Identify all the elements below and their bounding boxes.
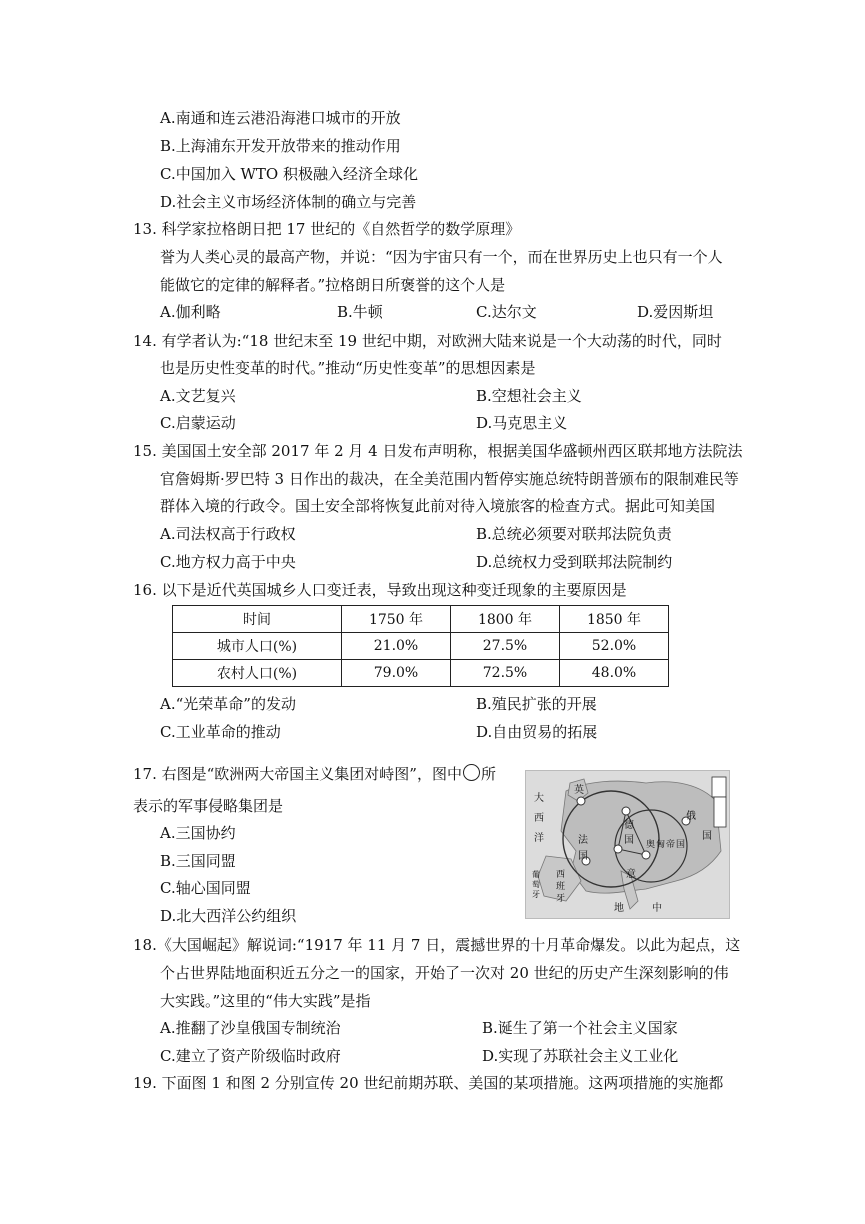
table-cell: 79.0% bbox=[342, 660, 451, 687]
q16-stem: 16. 以下是近代英国城乡人口变迁表，导致出现这种变迁现象的主要原因是 bbox=[133, 581, 627, 599]
q17-stem-line1 bbox=[133, 764, 496, 784]
q15-option-d: D.总统权力受到联邦法院制约 bbox=[476, 553, 673, 571]
map-label: 大 bbox=[534, 793, 544, 804]
map-label: 国 bbox=[624, 835, 634, 846]
map-label: 西 bbox=[534, 813, 544, 824]
q13-option-b: B.牛顿 bbox=[337, 303, 383, 321]
map-label: 地 bbox=[614, 903, 624, 914]
circle-symbol-icon bbox=[463, 764, 480, 781]
q13-stem-line1: 13. 科学家拉格朗日把 17 世纪的《自然哲学的数学原理》 bbox=[133, 220, 521, 238]
q18-option-a: A.推翻了沙皇俄国专制统治 bbox=[160, 1019, 341, 1037]
q12-option-d: D.社会主义市场经济体制的确立与完善 bbox=[160, 193, 417, 211]
q17-option-c: C.轴心国同盟 bbox=[160, 879, 251, 897]
q17-option-b: B.三国同盟 bbox=[160, 852, 236, 870]
europe-alliance-map bbox=[525, 770, 730, 919]
table-cell: 27.5% bbox=[451, 633, 560, 660]
q17-option-d: D.北大西洋公约组织 bbox=[160, 907, 297, 925]
q15-option-a: A.司法权高于行政权 bbox=[160, 525, 296, 543]
q19-stem-line1: 19. 下面图 1 和图 2 分别宣传 20 世纪前期苏联、美国的某项措施。这两项措施的实施都 bbox=[133, 1074, 724, 1092]
q17-option-a: A.三国协约 bbox=[160, 824, 236, 842]
q14-option-a: A.文艺复兴 bbox=[160, 387, 236, 405]
table-cell: 72.5% bbox=[451, 660, 560, 687]
q14-option-b: B.空想社会主义 bbox=[476, 387, 582, 405]
q16-option-c: C.工业革命的推动 bbox=[160, 723, 281, 741]
q14-stem-line1: 14. 有学者认为:“18 世纪末至 19 世纪中期，对欧洲大陆来说是一个大动荡的时代，同时 bbox=[133, 332, 722, 350]
map-label: 英 bbox=[574, 785, 584, 796]
table-header-cell: 1800 年 bbox=[451, 606, 560, 633]
q14-option-c: C.启蒙运动 bbox=[160, 414, 236, 432]
table-cell: 52.0% bbox=[560, 633, 669, 660]
map-label: 国 bbox=[676, 840, 686, 850]
map-label: 西 bbox=[556, 870, 566, 880]
map-label: 法 bbox=[578, 835, 588, 846]
map-label: 奥 bbox=[646, 840, 656, 850]
map-label: 萄 bbox=[532, 880, 540, 889]
table-cell: 48.0% bbox=[560, 660, 669, 687]
q15-option-b: B.总统必须要对联邦法院负责 bbox=[476, 525, 672, 543]
q15-stem-line2: 官詹姆斯·罗巴特 3 日作出的裁决，在全美范围内暂停实施总统特朗普颁布的限制难民等 bbox=[160, 470, 739, 488]
q12-option-a: A.南通和连云港沿海港口城市的开放 bbox=[160, 109, 401, 127]
q18-option-d: D.实现了苏联社会主义工业化 bbox=[482, 1047, 679, 1065]
q14-option-d: D.马克思主义 bbox=[476, 414, 568, 432]
table-cell: 农村人口(%) bbox=[173, 660, 342, 687]
q15-stem-line1: 15. 美国国土安全部 2017 年 2 月 4 日发布声明称，根据美国华盛顿州西区联邦地方法院法 bbox=[133, 442, 743, 460]
q16-option-d: D.自由贸易的拓展 bbox=[476, 723, 598, 741]
map-label: 中 bbox=[652, 903, 662, 914]
map-label: 牙 bbox=[556, 894, 566, 904]
q13-stem-line2: 誉为人类心灵的最高产物，并说：“因为宇宙只有一个，而在世界历史上也只有一个人 bbox=[160, 248, 723, 266]
q18-option-c: C.建立了资产阶级临时政府 bbox=[160, 1047, 341, 1065]
map-label: 意 bbox=[626, 869, 636, 880]
q18-stem-line2: 个占世界陆地面积近五分之一的国家，开始了一次对 20 世纪的历史产生深刻影响的伟 bbox=[160, 964, 729, 982]
q15-stem-line3: 群体入境的行政令。国土安全部将恢复此前对待入境旅客的检查方式。据此可知美国 bbox=[160, 497, 716, 515]
map-label: 班 bbox=[556, 882, 566, 892]
q13-option-c: C.达尔文 bbox=[476, 303, 537, 321]
q12-option-c: C.中国加入 WTO 积极融入经济全球化 bbox=[160, 165, 418, 183]
map-label: 德 bbox=[624, 820, 634, 831]
map-label: 国 bbox=[578, 851, 588, 862]
q18-stem-line1: 18.《大国崛起》解说词:“1917 年 11 月 7 日，震撼世界的十月革命爆发。以此为起点，这 bbox=[133, 936, 741, 954]
q15-option-c: C.地方权力高于中央 bbox=[160, 553, 296, 571]
q17-stem-text-end: 所 bbox=[480, 765, 496, 783]
map-label: 国 bbox=[702, 831, 712, 842]
table-cell: 城市人口(%) bbox=[173, 633, 342, 660]
table-row bbox=[173, 633, 669, 660]
table-header-row bbox=[173, 606, 669, 633]
map-label: 俄 bbox=[686, 811, 696, 822]
table-row bbox=[173, 660, 669, 687]
q13-stem-line3: 能做它的定律的解释者。”拉格朗日所褒誉的这个人是 bbox=[160, 276, 506, 294]
map-label: 帝 bbox=[666, 840, 676, 850]
population-table bbox=[172, 605, 669, 687]
q18-option-b: B.诞生了第一个社会主义国家 bbox=[482, 1019, 678, 1037]
q17-stem-text: 17. 右图是“欧洲两大帝国主义集团对峙图”，图中 bbox=[133, 765, 462, 783]
table-header-cell: 时间 bbox=[173, 606, 342, 633]
q17-stem-line2: 表示的军事侵略集团是 bbox=[133, 797, 284, 815]
q12-option-b: B.上海浦东开发开放带来的推动作用 bbox=[160, 137, 401, 155]
map-label: 洋 bbox=[534, 833, 544, 844]
table-header-cell: 1850 年 bbox=[560, 606, 669, 633]
map-label: 匈 bbox=[656, 840, 666, 850]
q13-option-a: A.伽利略 bbox=[160, 303, 221, 321]
q16-option-b: B.殖民扩张的开展 bbox=[476, 695, 597, 713]
table-header-cell: 1750 年 bbox=[342, 606, 451, 633]
q14-stem-line2: 也是历史性变革的时代。”推动“历史性变革”的思想因素是 bbox=[160, 359, 536, 377]
map-label: 牙 bbox=[532, 890, 540, 899]
map-label: 葡 bbox=[532, 870, 540, 879]
table-cell: 21.0% bbox=[342, 633, 451, 660]
q18-stem-line3: 大实践。”这里的“伟大实践”是指 bbox=[160, 992, 371, 1010]
q16-option-a: A.“光荣革命”的发动 bbox=[160, 695, 296, 713]
q13-option-d: D.爱因斯坦 bbox=[637, 303, 714, 321]
